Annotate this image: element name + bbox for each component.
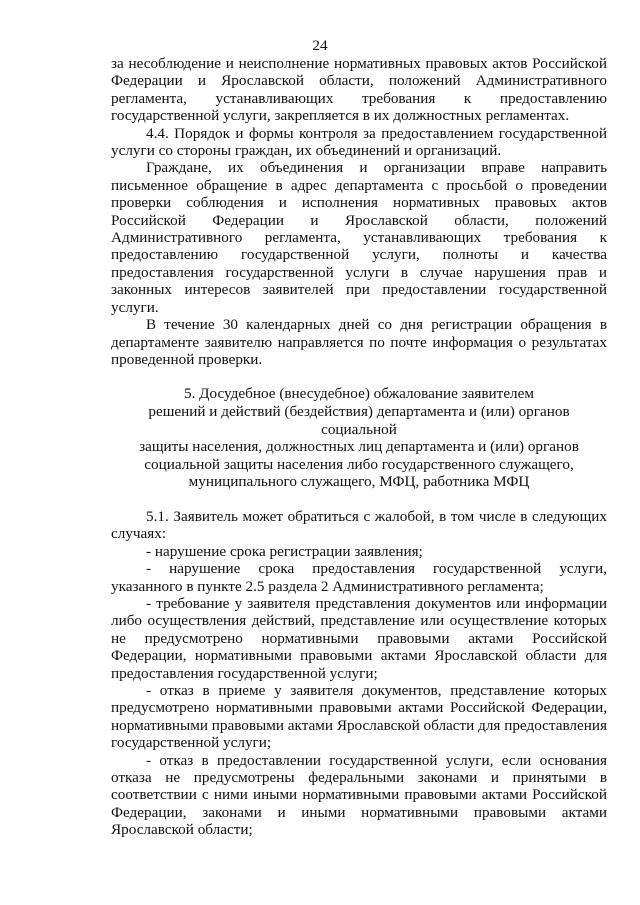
spacer (111, 368, 607, 385)
paragraph-continuation: за несоблюдение и неисполнение нормативных правовых актов Российской Федерации и Ярославской области, положений Административного регламента, устанавливающих требования к предоставлению государственной услуги, закрепляется в их должностных регламентах. (111, 55, 607, 125)
section-5-heading (111, 385, 607, 491)
list-item: - отказ в приеме у заявителя документов, представление которых предусмотрено нормативными правовыми актами Российской Федерации, нормативными правовыми актами Ярославской области для предоставления государственной услуги; (111, 681, 607, 752)
list-item: - требование у заявителя представления документов или информации либо осуществления действий, представление или осуществление которых не предусмотрено нормативными правовыми актами Российской Федерации, нормативными правовыми актами Ярославской области для предоставления государственной услуги; (111, 594, 607, 682)
spacer (111, 491, 607, 508)
paragraph-30-days: В течение 30 календарных дней со дня регистрации обращения в департаменте заявителю направляется по почте информация о результатах проведенной проверки. (111, 316, 607, 368)
heading-line: защиты населения, должностных лиц департамента и (или) органов (139, 438, 579, 456)
heading-line: муниципального служащего, МФЦ, работника МФЦ (188, 473, 530, 491)
list-item: - нарушение срока регистрации заявления; (146, 542, 423, 560)
document-body (111, 55, 607, 839)
heading-line: 5. Досудебное (внесудебное) обжалование заявителем (183, 385, 534, 403)
heading-line: социальной защиты населения либо государственного служащего, (144, 455, 574, 473)
list-item: - нарушение срока предоставления государственной услуги, указанного в пункте 2.5 раздела 2 Административного регламента; (111, 560, 607, 595)
paragraph-4-4: 4.4. Порядок и формы контроля за предоставлением государственной услуги со стороны граждан, их объединений и организаций. (111, 124, 607, 160)
paragraph-5-1: 5.1. Заявитель может обратиться с жалобой, в том числе в следующих случаях: (111, 507, 607, 543)
paragraph-citizens-appeal: Граждане, их объединения и организации вправе направить письменное обращение в адрес департамента с просьбой о проведении проверки соблюдения и исполнения нормативных правовых актов Российской Федерации и Ярославской области, положений Административного регламента, устанавливающих требования к предоставлению государственной услуги, полноты и качества предоставления государственной услуги в случае нарушения прав и законных интересов заявителей при предоставлении государственной услуги. (111, 159, 607, 316)
heading-line: решений и действий (бездействия) департамента и (или) органов социальной (148, 402, 570, 438)
list-item: - отказ в предоставлении государственной услуги, если основания отказа не предусмотрены федеральными законами и принятыми в соответствии с ними иными нормативными правовыми актами Российской Федерации, законами и иными нормативными правовыми актами Ярославской области; (111, 751, 607, 839)
page-number: 24 (312, 37, 328, 54)
